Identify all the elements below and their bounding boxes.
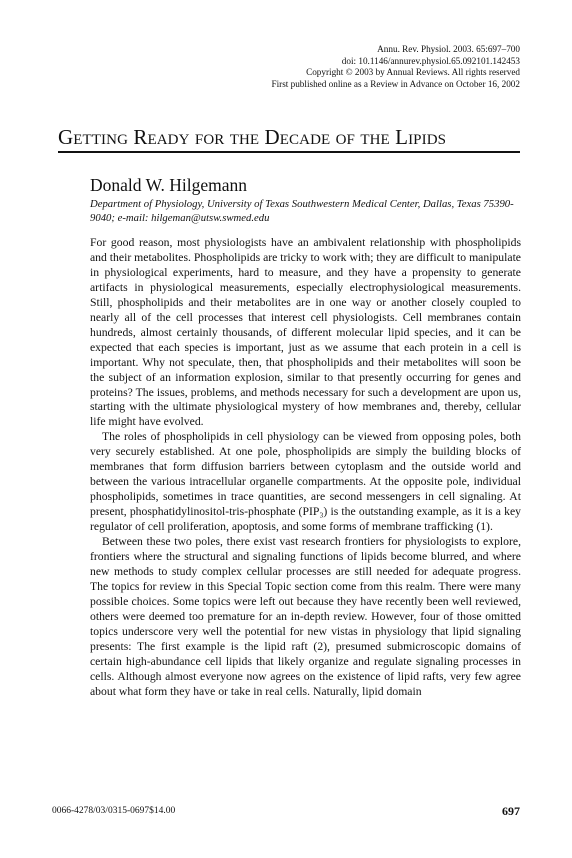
title-rule [58, 151, 520, 153]
copyright-line: Copyright © 2003 by Annual Reviews. All rights reserved [306, 67, 520, 78]
citation-line: Annu. Rev. Physiol. 2003. 65:697–700 [377, 44, 520, 54]
paragraph: Between these two poles, there exist vast research frontiers for physiologists to explore, frontiers where the structural and signaling functions of lipids become blurred, and where new methods to study complex cellular processes are still needed for adequate progress. The topics for review in this Special Topic section come from this realm. There were many possible choices. Some topics were left out because they have recently been well reviewed, others were deemed too premature for an in-depth review. However, four of those omitted topics underscore very well the potential for new vistas in physiology that lipid signaling presents: The first example is the lipid raft (2), presumed submicroscopic domains of certain high-abundance cell lipids that likely organize and regulate signaling processes in cells. Although almost everyone now agrees on the existence of lipid rafts, very few agree about what form they have or take in real cells. Naturally, lipid domain [90, 535, 521, 698]
journal-citation-block [190, 44, 520, 90]
author-affiliation: Department of Physiology, University of Texas Southwestern Medical Center, Dallas, Texas 75390-9040; e-mail: hilgeman@utsw.swmed.edu [90, 198, 514, 224]
issn-price-code: 0066-4278/03/0315-0697$14.00 [52, 806, 176, 816]
paragraph: For good reason, most physiologists have an ambivalent relationship with phospholipids and their metabolites. Phospholipids are tricky to work with; they are difficult to manipulate in physiological experiments, hard to measure, and they have a propensity to generate artifacts in physiological measurements, especially electrophysiological measurements. Still, phospholipids and their metabolites are in one way or another closely coupled to nearly all of the cell processes that interest cell physiologists. Cell membranes contain hundreds, almost certainly thousands, of different molecular lipid species, and it can be expected that each species is important, just as we assume that each protein in a cell is important. Why not speculate, then, that phospholipids and their metabolites will soon be the subject of an information explosion, similar to that presently occurring for genes and proteins? The issues, problems, and methods necessary for such a development are upon us, starting with the ultimate physiological mystery of how membranes and, thereby, cellular life might have evolved. [90, 236, 521, 429]
paragraph: The roles of phospholipids in cell physiology can be viewed from opposing poles, both very securely established. At one pole, phospholipids are simply the building blocks of membranes that form diffusion barriers between cytoplasm and the outside world and between the various intracellular organelle compartments. At the opposite pole, individual phospholipids, sometimes in trace quantities, are second messengers in cell signaling. At present, phosphatidylinositol-tris-phosphate (PIP₃) is the outstanding example, as it is a key regulator of cell proliferation, apoptosis, and some forms of membrane trafficking (1). [90, 430, 521, 534]
page-number: 697 [502, 804, 520, 818]
article-title: Getting Ready for the Decade of the Lipids [58, 125, 447, 149]
author-name: Donald W. Hilgemann [90, 175, 247, 195]
article-body [90, 236, 521, 700]
publication-date-line: First published online as a Review in Advance on October 16, 2002 [271, 78, 520, 89]
doi-line: doi: 10.1146/annurev.physiol.65.092101.142453 [341, 55, 520, 66]
